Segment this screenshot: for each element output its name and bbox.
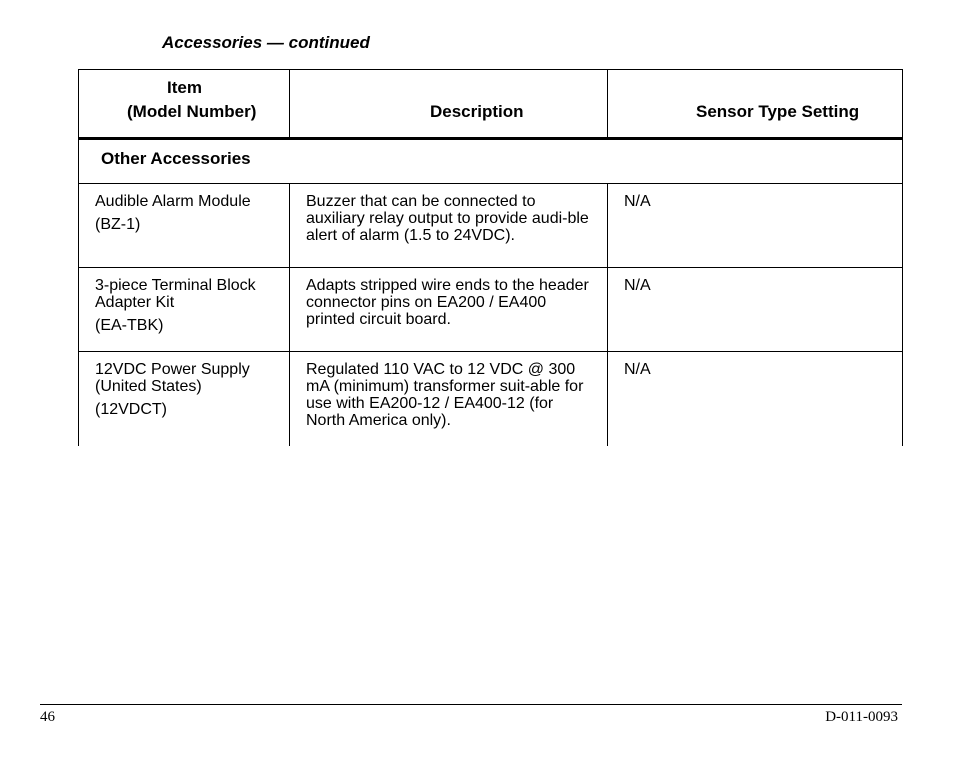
sensor-cell: N/A [624,193,651,210]
header-description-label: Description [430,102,524,121]
accessories-table [78,69,903,446]
header-description [290,70,608,137]
table-header [79,70,902,140]
section-label: Other Accessories [101,149,251,168]
footer-divider [40,704,902,705]
header-sensor-label: Sensor Type Setting [696,102,860,121]
item-name: Audible Alarm Module [95,193,251,210]
table-row [79,268,902,352]
item-cell [79,352,290,446]
document-id: D-011-0093 [825,709,898,725]
header-model-label: (Model Number) [127,102,257,121]
item-name: 3-piece Terminal Block Adapter Kit [95,277,256,311]
item-name: 12VDC Power Supply (United States) [95,361,250,395]
item-cell [79,268,290,351]
item-cell [79,184,290,267]
page-number: 46 [40,709,55,725]
header-item-label: Item [167,78,202,97]
model-number: (BZ-1) [95,216,141,233]
header-item [79,70,290,137]
description-cell: Regulated 110 VAC to 12 VDC @ 300 mA (minimum) transformer suit-able for use with EA200-12 / EA400-12 (for North America only). [290,352,608,446]
section-row [79,140,902,184]
sensor-cell: N/A [624,277,651,294]
description-cell: Adapts stripped wire ends to the header connector pins on EA200 / EA400 printed circuit board. [290,268,608,351]
section-title: Accessories — continued [162,33,370,52]
table-row [79,184,902,268]
description-cell: Buzzer that can be connected to auxiliary relay output to provide audi-ble alert of alarm (1.5 to 24VDC). [290,184,608,267]
sensor-cell: N/A [624,361,651,378]
table-row [79,352,902,446]
header-sensor [608,70,902,137]
model-number: (EA-TBK) [95,317,164,334]
model-number: (12VDCT) [95,401,168,418]
